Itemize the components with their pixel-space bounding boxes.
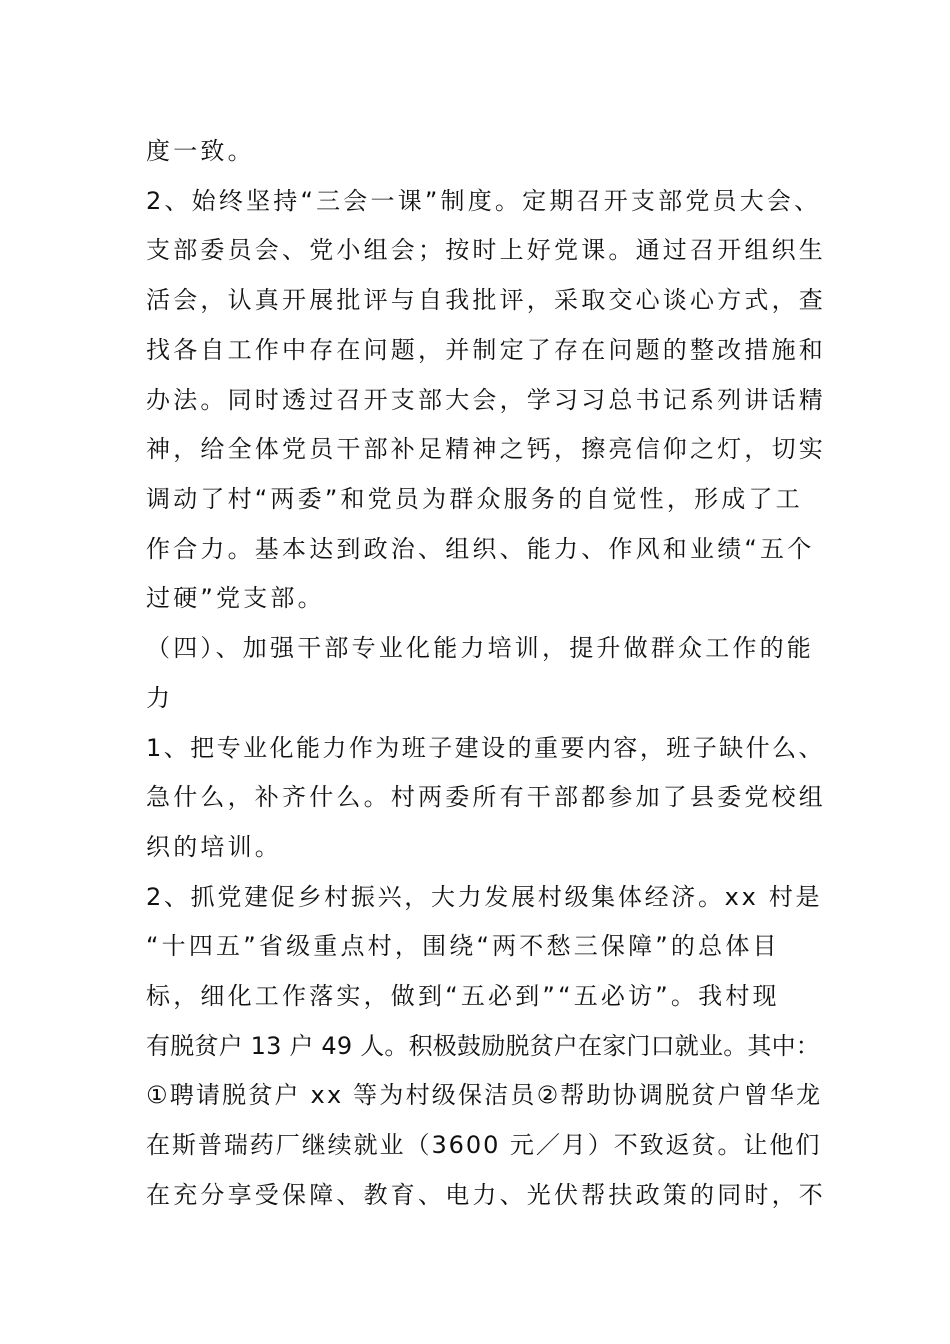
- text-line: 有脱贫户 13 户 49 人。积极鼓励脱贫户在家门口就业。其中：: [146, 1032, 820, 1060]
- text-line: 度一致。: [146, 137, 255, 165]
- text-line: 支部委员会、党小组会；按时上好党课。通过召开组织生: [146, 236, 826, 264]
- text-line: 标，细化工作落实，做到“五必到”“五必访”。我村现: [146, 982, 780, 1010]
- text-line: 神，给全体党员干部补足精神之钙，擦亮信仰之灯，切实: [146, 435, 826, 463]
- text-line: 调动了村“两委”和党员为群众服务的自觉性，形成了工: [146, 485, 803, 513]
- section-heading: 力: [146, 684, 174, 712]
- text-line: 办法。同时透过召开支部大会，学习习总书记系列讲话精: [146, 386, 826, 414]
- text-line: 织的培训。: [146, 833, 282, 861]
- text-line: 过硬”党支部。: [146, 584, 325, 612]
- text-line: 急什么，补齐什么。村两委所有干部都参加了县委党校组: [146, 783, 826, 811]
- text-line: 活会，认真开展批评与自我批评，采取交心谈心方式，查: [146, 286, 826, 314]
- text-line: 在斯普瑞药厂继续就业（3600 元／月）不致返贫。让他们: [146, 1131, 822, 1159]
- text-line: “十四五”省级重点村，围绕“两不愁三保障”的总体目: [146, 932, 780, 960]
- text-line: 2、始终坚持“三会一课”制度。定期召开支部党员大会、: [146, 187, 822, 215]
- text-line: 1、把专业化能力作为班子建设的重要内容，班子缺什么、: [146, 734, 825, 762]
- text-line: 找各自工作中存在问题，并制定了存在问题的整改措施和: [146, 336, 826, 364]
- text-line: 在充分享受保障、教育、电力、光伏帮扶政策的同时，不: [146, 1181, 826, 1209]
- section-heading: （四）、加强干部专业化能力培训，提升做群众工作的能: [146, 634, 814, 662]
- text-line: ①聘请脱贫户 xx 等为村级保洁员②帮助协调脱贫户曾华龙: [146, 1081, 823, 1109]
- text-line: 2、抓党建促乡村振兴，大力发展村级集体经济。xx 村是: [146, 883, 823, 911]
- text-line: 作合力。基本达到政治、组织、能力、作风和业绩“五个: [146, 535, 815, 563]
